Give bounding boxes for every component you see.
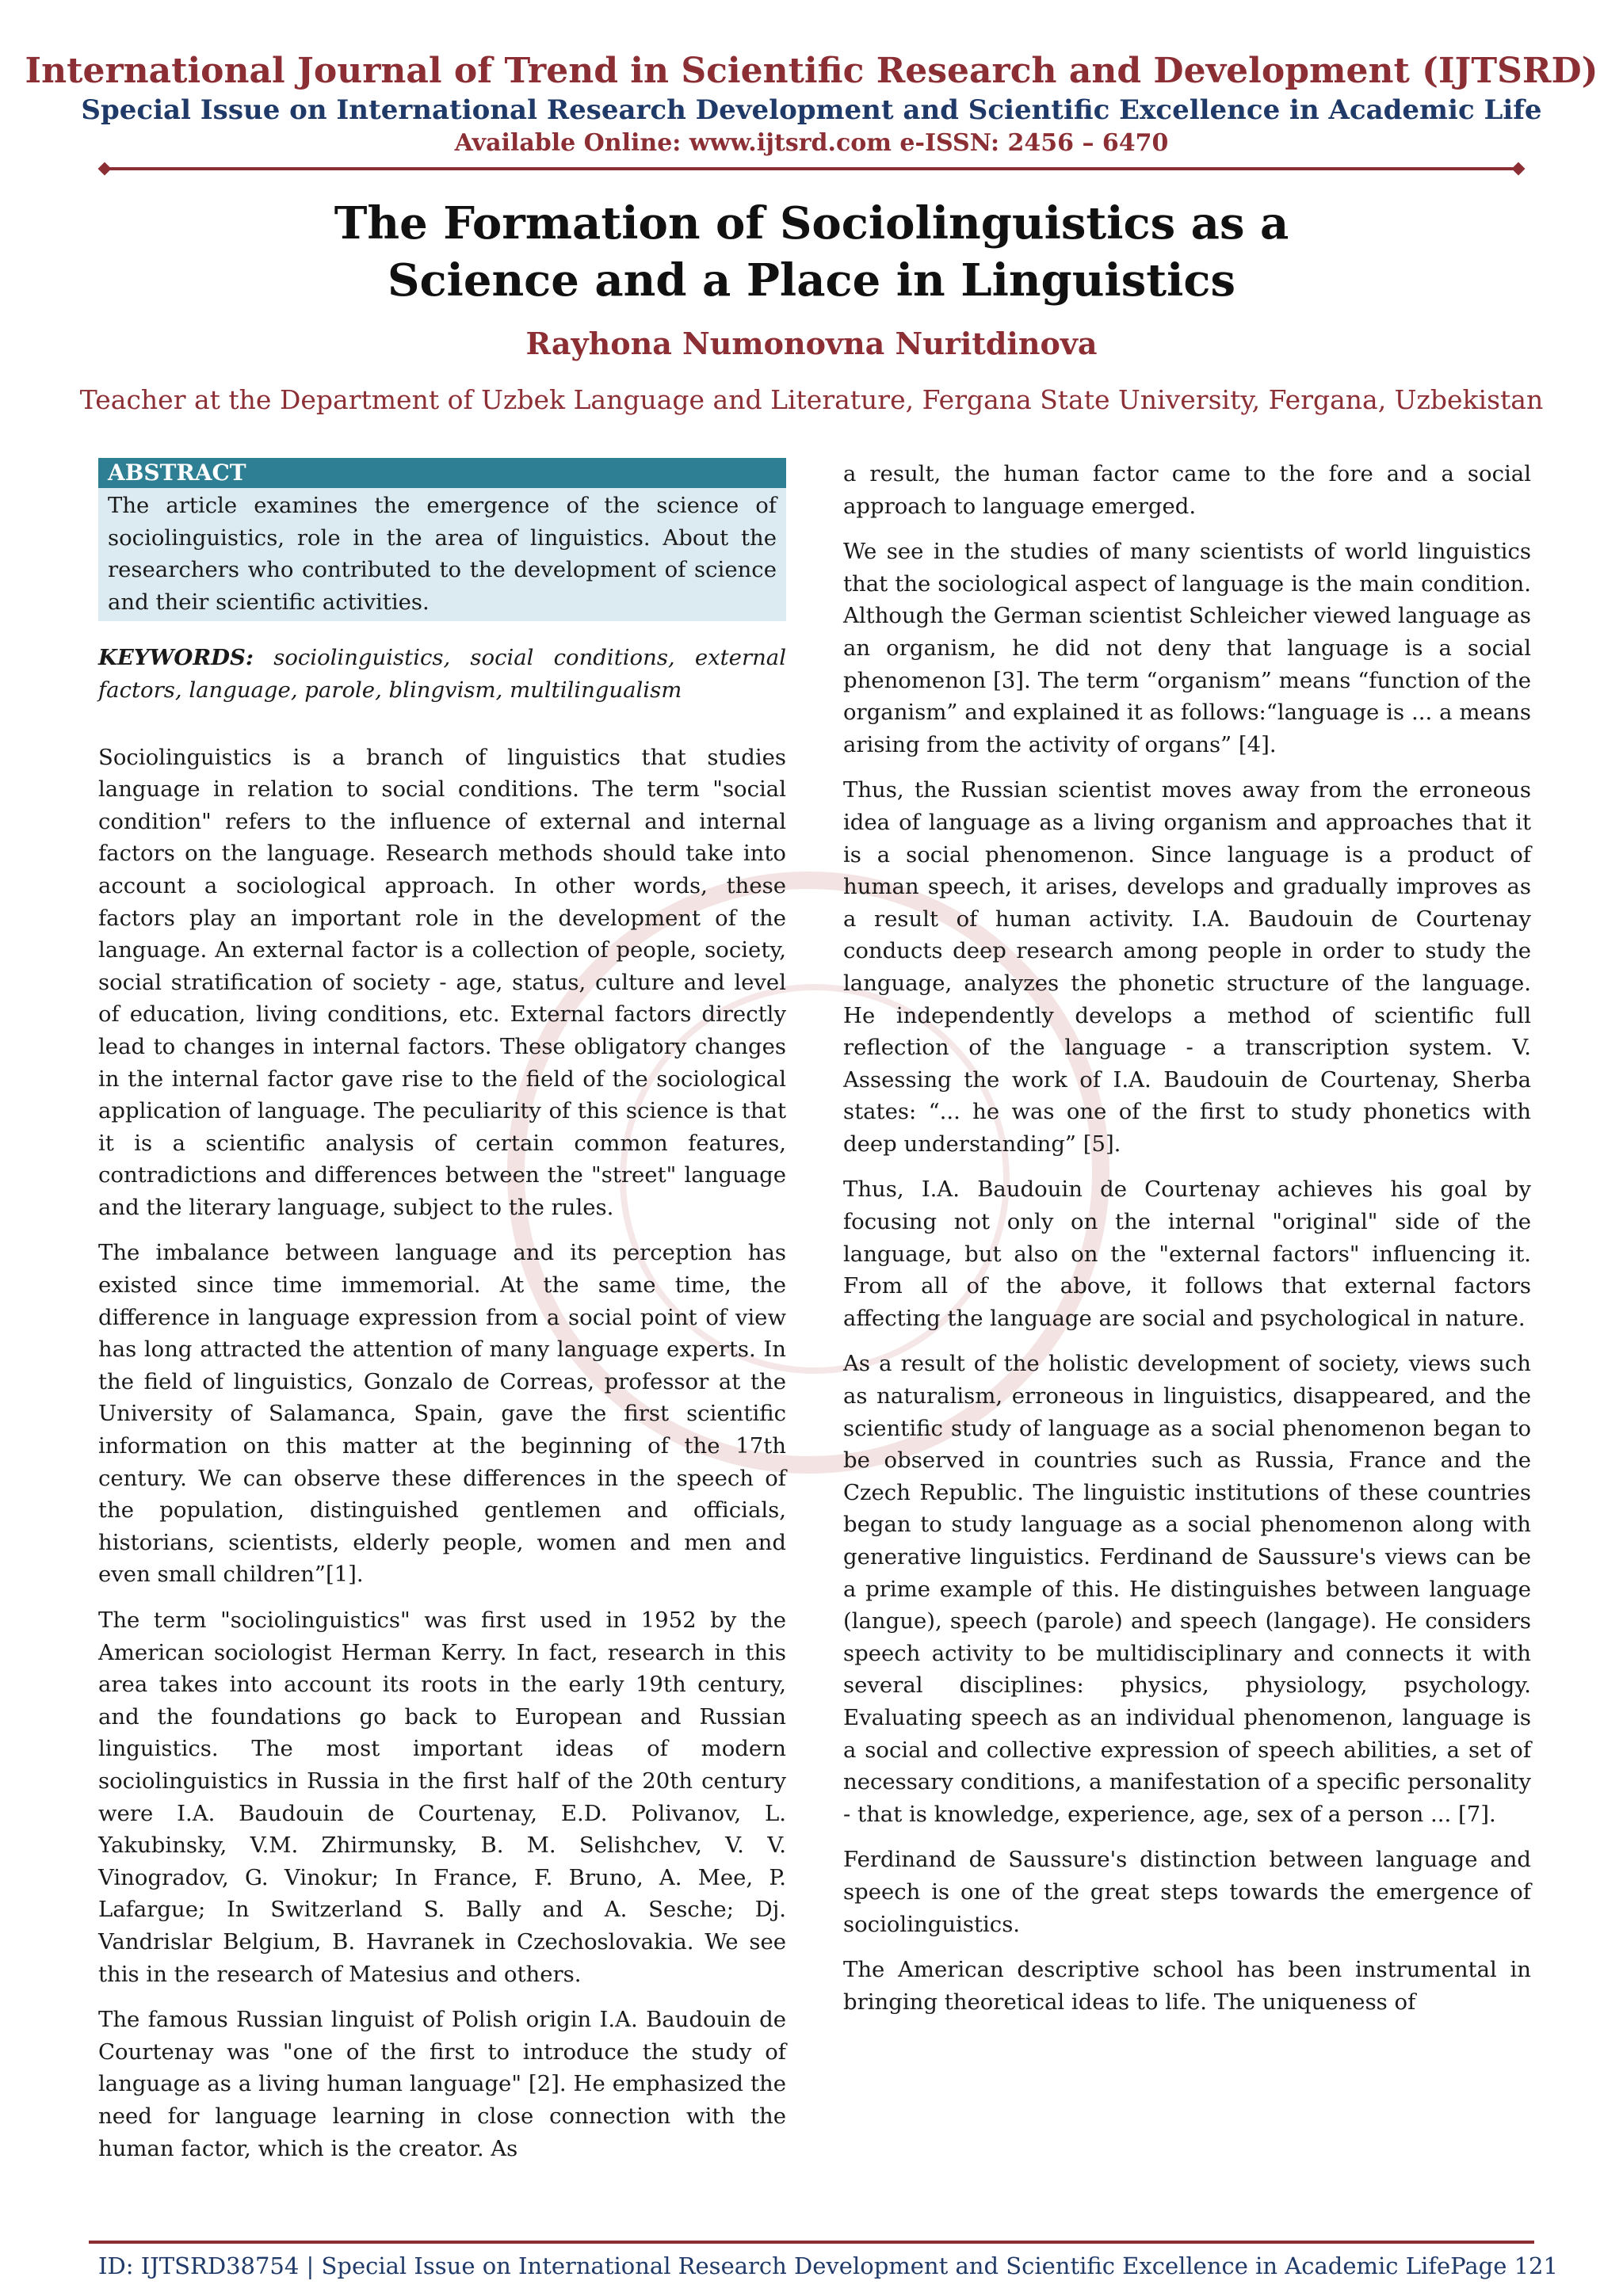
availability-line: Available Online: www.ijtsrd.com e-ISSN: 2456 – 6470 xyxy=(454,129,1169,157)
body-paragraph: The American descriptive school has been instrumental in bringing theoretical ideas to life. The uniqueness of xyxy=(843,1957,1531,2015)
page-footer: ID: IJTSRD38754 | Special Issue on International Research Development and Scientific Excellence in Academic LifePage 121 xyxy=(98,2252,1558,2279)
author-affiliation: Teacher at the Department of Uzbek Language and Literature, Fergana State University, Fergana, Uzbekistan xyxy=(79,384,1544,415)
special-issue-line: Special Issue on International Research Development and Scientific Excellence in Academic Life xyxy=(81,94,1542,126)
body-paragraph: Thus, I.A. Baudouin de Courtenay achieves his goal by focusing not only on the internal "original" side of the language, but also on the "external factors" influencing it. From all of the above, it follows that external factors affecting the language are social and psychological in nature. xyxy=(843,1177,1531,1331)
left-column xyxy=(98,458,786,2178)
body-paragraph: a result, the human factor came to the fore and a social approach to language emerged. xyxy=(843,461,1531,519)
journal-title: International Journal of Trend in Scientific Research and Development (IJTSRD) xyxy=(25,51,1598,91)
right-column xyxy=(843,458,1531,2031)
abstract-heading: ABSTRACT xyxy=(98,458,786,488)
paper-title-line-1: The Formation of Sociolinguistics as a xyxy=(334,197,1289,250)
body-paragraph: Sociolinguistics is a branch of linguistics that studies language in relation to social conditions. The term "social condition" refers to the influence of external and internal factors on the language. Research methods should take into account a sociological approach. In other words, these factors play an important role in the development of the language. An external factor is a collection of people, society, social stratification of society - age, status, culture and level of education, living conditions, etc. External factors directly lead to changes in internal factors. These obligatory changes in the internal factor gave rise to the field of the sociological application of language. The peculiarity of this science is that it is a scientific analysis of certain common features, contradictions and differences between the "street" language and the literary language, subject to the rules. xyxy=(98,744,786,1220)
body-paragraph: The imbalance between language and its perception has existed since time immemorial. At the same time, the difference in language expression from a social point of view has long attracted the attention of many language experts. In the field of linguistics, Gonzalo de Correas, professor at the University of Salamanca, Spain, gave the first scientific information on this matter at the beginning of the 17th century. We can observe these differences in the speech of the population, distinguished gentlemen and officials, historians, scientists, elderly people, women and men and even small children”[1]. xyxy=(98,1240,786,1588)
keywords-label: KEYWORDS: xyxy=(98,645,254,671)
author-name: Rayhona Numonovna Nuritdinova xyxy=(525,326,1098,361)
body-paragraph: As a result of the holistic development of society, views such as naturalism, erroneous in linguistics, disappeared, and the scientific study of language as a social phenomenon began to be observed in countries such as Russia, France and the Czech Republic. The linguistic institutions of these countries began to study language as a social phenomenon along with generative linguistics. Ferdinand de Saussure's views can be a prime example of this. He distinguishes between language (langue), speech (parole) and speech (langage). He considers speech activity to be multidisciplinary and connects it with several disciplines: physics, physiology, psychology. Evaluating speech as an individual phenomenon, language is a social and collective expression of speech abilities, a set of necessary conditions, a manifestation of a specific personality - that is knowledge, experience, age, sex of a person ... [7]. xyxy=(843,1351,1531,1827)
body-paragraph: Thus, the Russian scientist moves away from the erroneous idea of language as a living organism and approaches that it is a social phenomenon. Since language is a product of human speech, it arises, develops and gradually improves as a result of human activity. I.A. Baudouin de Courtenay conducts deep research among people in order to study the language, analyzes the phonetic structure of the language. He independently develops a method of scientific full reflection of the language - a transcription system. V. Assessing the work of I.A. Baudouin de Courtenay, Sherba states: “... he was one of the first to study phonetics with deep understanding” [5]. xyxy=(843,777,1531,1157)
body-paragraph: The term "sociolinguistics" was first used in 1952 by the American sociologist Herman Kerry. In fact, research in this area takes into account its roots in the early 19th century, and the foundations go back to European and Russian linguistics. The most important ideas of modern sociolinguistics in Russia in the first half of the 20th century were I.A. Baudouin de Courtenay, E.D. Polivanov, L. Yakubinsky, V.M. Zhirmunsky, B. M. Selishchev, V. V. Vinogradov, G. Vinokur; In France, F. Bruno, A. Mee, P. Lafargue; In Switzerland S. Bally and A. Sesche; Dj. Vandrislar Belgium, B. Havranek in Czechoslovakia. We see this in the research of Matesius and others. xyxy=(98,1608,786,1987)
body-paragraph: Ferdinand de Saussure's distinction between language and speech is one of the great steps towards the emergence of sociolinguistics. xyxy=(843,1847,1531,1937)
keywords-text: sociolinguistics, social conditions, external factors, language, parole, blingvism, multilingualism xyxy=(98,645,786,703)
body-paragraph: The famous Russian linguist of Polish origin I.A. Baudouin de Courtenay was "one of the first to introduce the study of language as a living human language" [2]. He emphasized the need for language learning in close connection with the human factor, which is the creator. As xyxy=(98,2007,786,2161)
header-rule-left-diamond xyxy=(98,162,112,176)
header-rule-right-diamond xyxy=(1512,162,1526,176)
abstract-text: The article examines the emergence of the science of sociolinguistics, role in the area of linguistics. About the researchers who contributed to the development of science and their scientific activities. xyxy=(108,493,777,615)
paper-title-line-2: Science and a Place in Linguistics xyxy=(388,254,1235,307)
abstract-box xyxy=(98,458,786,621)
header-rule xyxy=(105,167,1518,170)
paper-title xyxy=(0,195,1623,309)
keywords xyxy=(98,642,786,706)
body-paragraph: We see in the studies of many scientists of world linguistics that the sociological aspect of language is the main condition. Although the German scientist Schleicher viewed language as an organism, he did not deny that language is a social phenomenon [3]. The term “organism” means “function of the organism” and explained it as follows:“language is ... a means arising from the activity of organs” [4]. xyxy=(843,539,1531,757)
footer-rule xyxy=(89,2241,1534,2244)
